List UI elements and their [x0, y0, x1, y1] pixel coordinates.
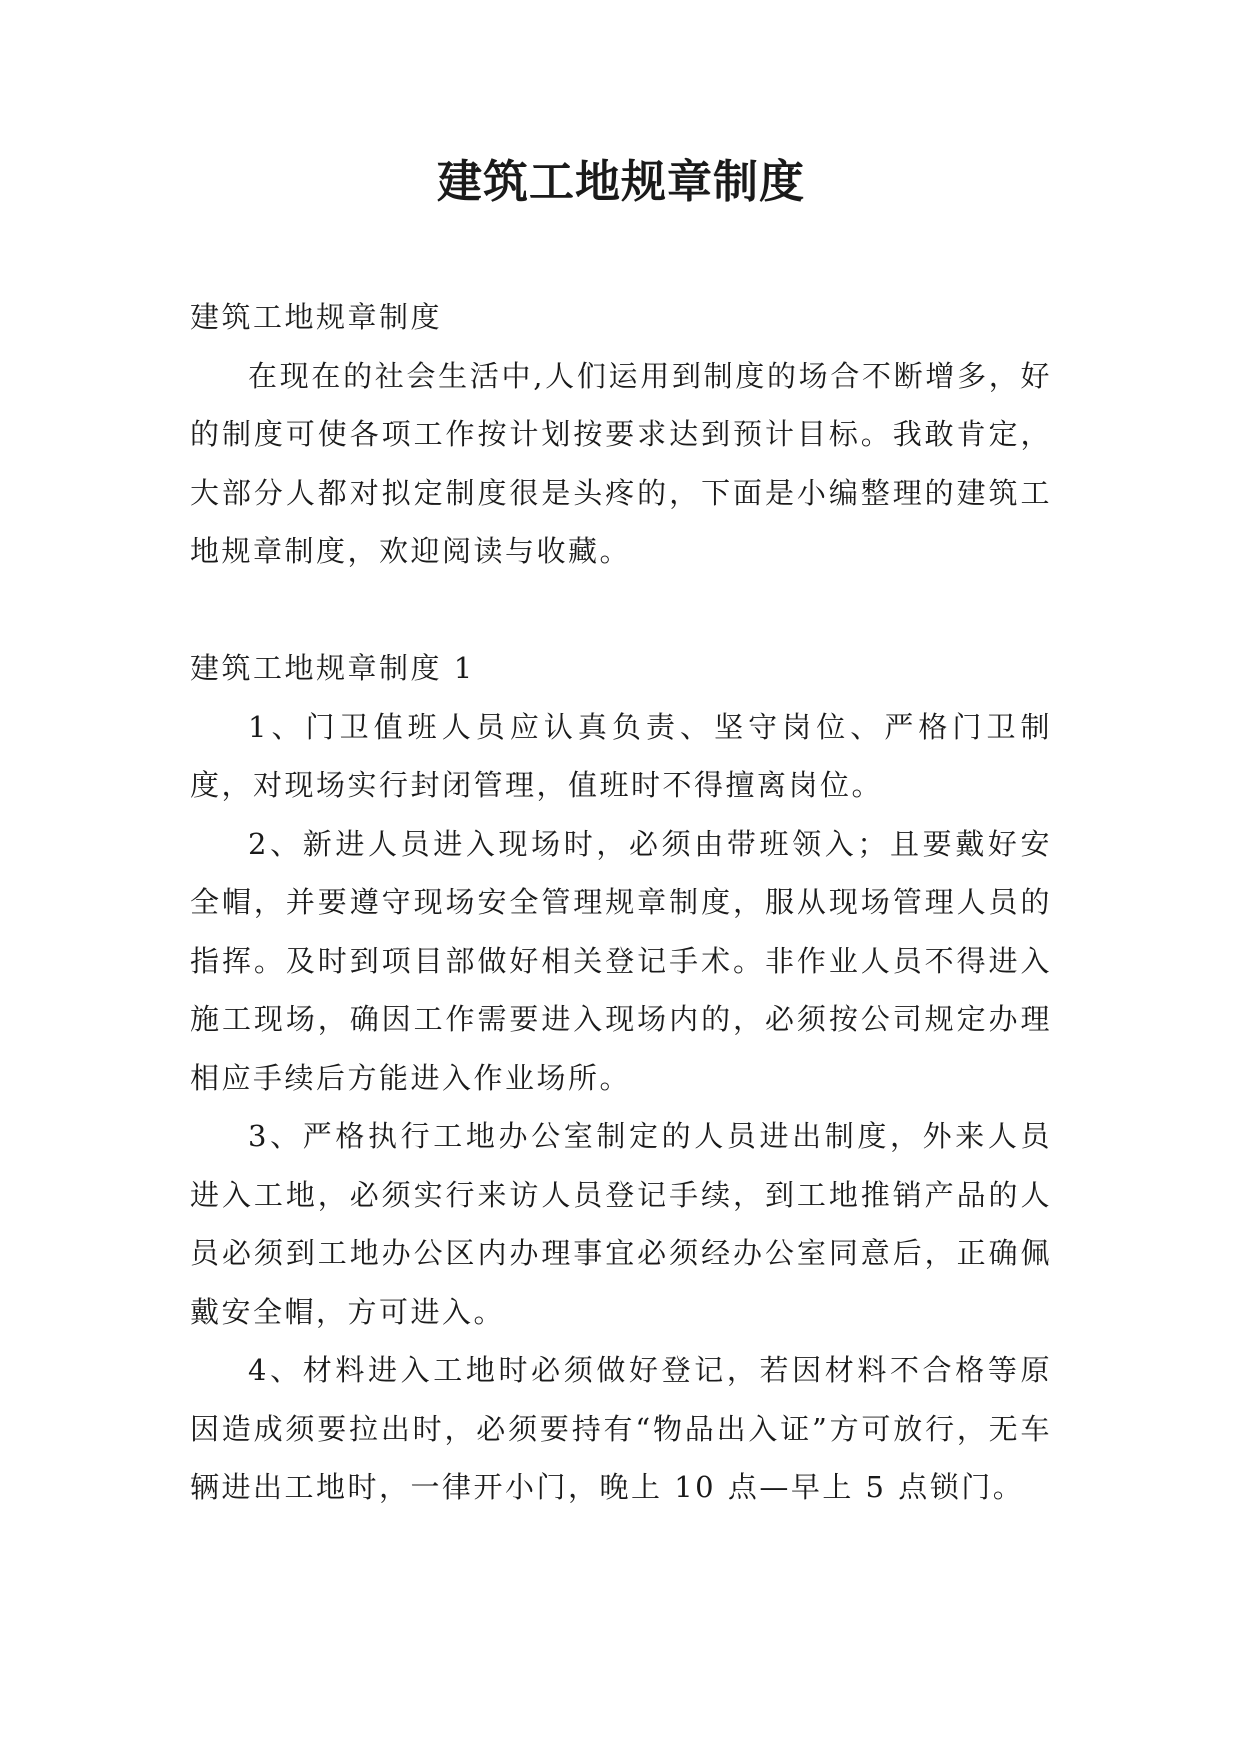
document-subtitle: 建筑工地规章制度	[190, 300, 443, 334]
rule-item-4: 4、材料进入工地时必须做好登记，若因材料不合格等原因造成须要拉出时，必须要持有“物品出入证”方可放行，无车辆进出工地时，一律开小门，晚上 10 点—早上 5 点锁门。	[190, 1353, 1052, 1504]
rule-item-3: 3、严格执行工地办公室制定的人员进出制度，外来人员进入工地，必须实行来访人员登记手续，到工地推销产品的人员必须到工地办公区内办理事宜必须经办公室同意后，正确佩戴安全帽，方可进入。	[190, 1119, 1052, 1329]
section-heading: 建筑工地规章制度 1	[190, 651, 475, 685]
intro-paragraph: 在现在的社会生活中,人们运用到制度的场合不断增多，好的制度可使各项工作按计划按要求达到预计目标。我敢肯定，大部分人都对拟定制度很是头疼的，下面是小编整理的建筑工地规章制度，欢迎阅读与收藏。	[190, 358, 1052, 568]
document-title: 建筑工地规章制度	[436, 155, 805, 208]
document-body	[190, 288, 1052, 1517]
rule-item-1: 1、门卫值班人员应认真负责、坚守岗位、严格门卫制度，对现场实行封闭管理，值班时不得擅离岗位。	[190, 709, 1052, 802]
rule-item-2: 2、新进人员进入现场时，必须由带班领入；且要戴好安全帽，并要遵守现场安全管理规章制度，服从现场管理人员的指挥。及时到项目部做好相关登记手术。非作业人员不得进入施工现场，确因工作需要进入现场内的，必须按公司规定办理相应手续后方能进入作业场所。	[190, 826, 1052, 1095]
paragraph-spacer	[190, 581, 1052, 640]
